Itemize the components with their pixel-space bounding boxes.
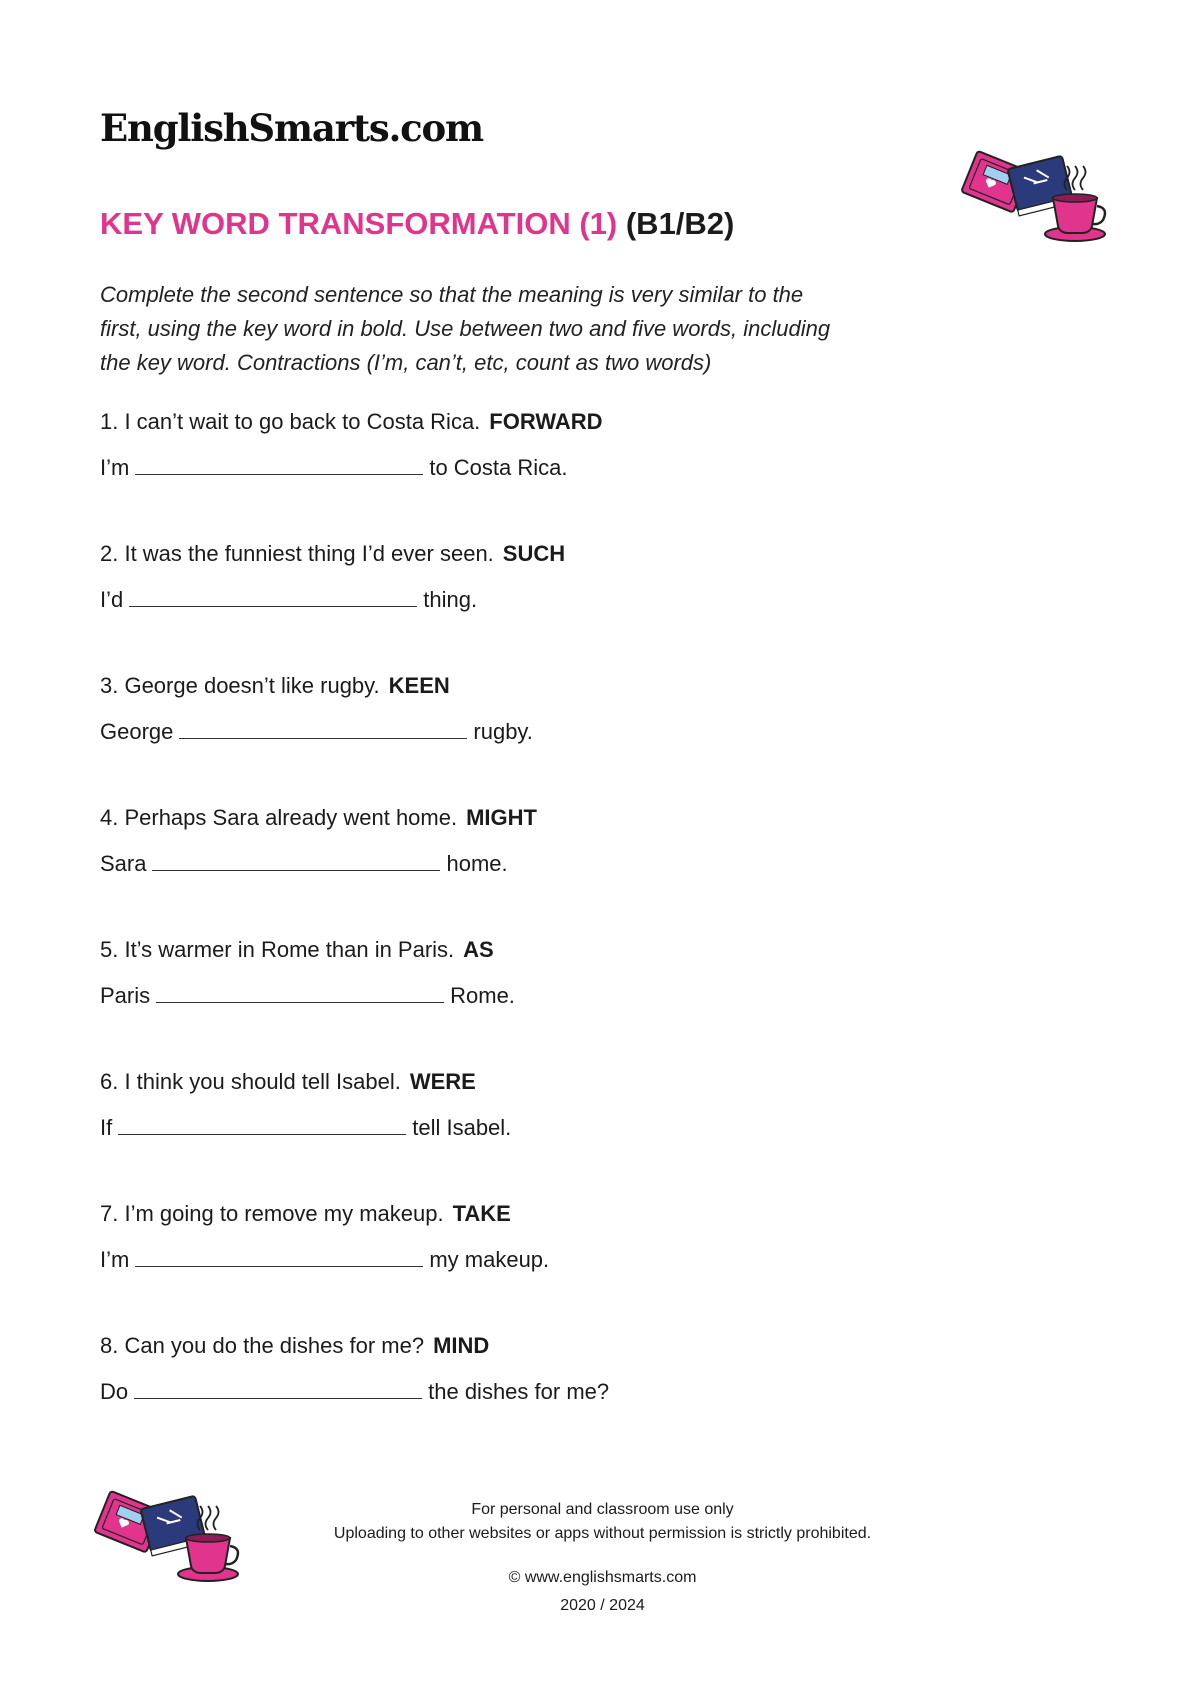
answer-end: the dishes for me? <box>428 1379 610 1404</box>
answer-end: thing. <box>423 587 478 612</box>
instructions <box>100 278 920 380</box>
footer <box>0 1498 1200 1618</box>
key-word: KEEN <box>388 673 450 698</box>
answer-blank[interactable] <box>134 1376 422 1399</box>
question-sentence: 5. It’s warmer in Rome than in Paris. <box>100 937 455 962</box>
question-item <box>100 540 1000 672</box>
answer-blank[interactable] <box>135 1244 423 1267</box>
key-word: AS <box>463 937 494 962</box>
answer-end: my makeup. <box>429 1247 550 1272</box>
answer-blank[interactable] <box>156 980 444 1003</box>
answer-start: I’m <box>100 455 130 480</box>
question-sentence: 2. It was the funniest thing I’d ever seen. <box>100 541 494 566</box>
answer-start: George <box>100 719 174 744</box>
question-item <box>100 408 1000 540</box>
question-sentence: 1. I can’t wait to go back to Costa Rica. <box>100 409 481 434</box>
question-sentence: 7. I’m going to remove my makeup. <box>100 1201 444 1226</box>
answer-start: Paris <box>100 983 151 1008</box>
key-word: SUCH <box>502 541 566 566</box>
answer-end: home. <box>446 851 508 876</box>
instructions-line: the key word. Contractions (I’m, can’t, etc, count as two words) <box>100 350 712 375</box>
question-sentence: 8. Can you do the dishes for me? <box>100 1333 425 1358</box>
answer-blank[interactable] <box>118 1112 406 1135</box>
question-list <box>100 408 1000 1464</box>
key-word: WERE <box>409 1069 476 1094</box>
answer-start: Do <box>100 1379 129 1404</box>
question-item <box>100 936 1000 1068</box>
footer-usage-note: For personal and classroom use only <box>471 1501 734 1518</box>
title-main: KEY WORD TRANSFORMATION (1) <box>100 206 618 241</box>
question-item <box>100 672 1000 804</box>
key-word: MIND <box>433 1333 490 1358</box>
answer-blank[interactable] <box>179 716 467 739</box>
question-sentence: 3. George doesn’t like rugby. <box>100 673 380 698</box>
instructions-line: Complete the second sentence so that the meaning is very similar to the <box>100 282 804 307</box>
answer-end: tell Isabel. <box>412 1115 512 1140</box>
question-item <box>100 1068 1000 1200</box>
question-sentence: 6. I think you should tell Isabel. <box>100 1069 401 1094</box>
question-item <box>100 1200 1000 1332</box>
question-item <box>100 804 1000 936</box>
worksheet-title <box>100 206 734 242</box>
answer-start: I’d <box>100 587 124 612</box>
key-word: FORWARD <box>489 409 603 434</box>
books-and-coffee-icon <box>955 148 1110 248</box>
answer-start: If <box>100 1115 113 1140</box>
brand-logo-text: EnglishSmarts.com <box>100 106 483 150</box>
question-sentence: 4. Perhaps Sara already went home. <box>100 805 458 830</box>
footer-prohibition-note: Uploading to other websites or apps without permission is strictly prohibited. <box>333 1525 872 1542</box>
question-item <box>100 1332 1000 1464</box>
answer-end: to Costa Rica. <box>429 455 568 480</box>
key-word: MIGHT <box>466 805 537 830</box>
answer-blank[interactable] <box>152 848 440 871</box>
instructions-line: first, using the key word in bold. Use between two and five words, including <box>100 316 831 341</box>
answer-blank[interactable] <box>135 452 423 475</box>
key-word: TAKE <box>452 1201 511 1226</box>
answer-start: I’m <box>100 1247 130 1272</box>
answer-blank[interactable] <box>129 584 417 607</box>
footer-copyright: © www.englishsmarts.com <box>508 1569 697 1586</box>
footer-years: 2020 / 2024 <box>560 1597 645 1614</box>
title-level: (B1/B2) <box>625 206 735 241</box>
answer-start: Sara <box>100 851 147 876</box>
answer-end: rugby. <box>473 719 533 744</box>
answer-end: Rome. <box>450 983 515 1008</box>
